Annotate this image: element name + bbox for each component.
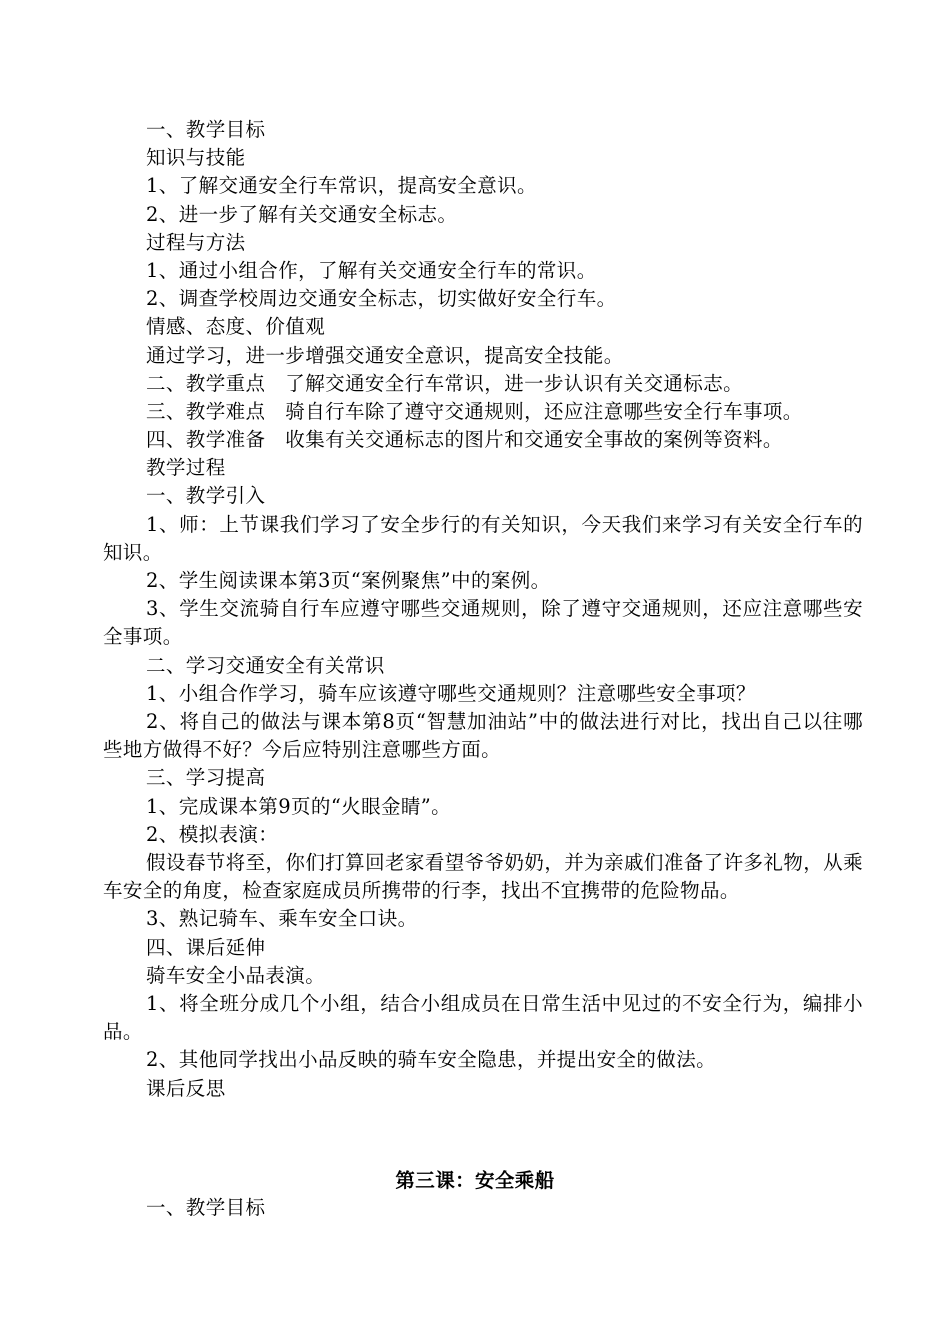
paragraph: 假设春节将至，你们打算回老家看望爷爷奶奶，并为亲戚们准备了许多礼物，从乘车安全的角度，检查家庭成员所携带的行李，找出不宜携带的危险物品。 (103, 850, 863, 903)
paragraph: 知识与技能 (146, 146, 246, 170)
paragraph: 骑车安全小品表演。 (146, 963, 326, 987)
paragraph: 二、教学重点 了解交通安全行车常识，进一步认识有关交通标志。 (146, 371, 744, 395)
paragraph: 三、学习提高 (146, 766, 266, 790)
paragraph: 2、调查学校周边交通安全标志，切实做好安全行车。 (146, 287, 617, 311)
paragraph: 三、教学难点 骑自行车除了遵守交通规则，还应注意哪些安全行车事项。 (146, 399, 803, 423)
paragraph: 2、进一步了解有关交通安全标志。 (146, 202, 458, 226)
lesson-body (103, 116, 863, 1103)
paragraph: 1、完成课本第9页的“火眼金睛”。 (146, 794, 452, 818)
paragraph: 四、教学准备 收集有关交通标志的图片和交通安全事故的案例等资料。 (146, 428, 783, 452)
paragraph: 过程与方法 (146, 230, 246, 254)
paragraph: 课后反思 (146, 1076, 226, 1100)
paragraph: 一、教学引入 (146, 484, 266, 508)
paragraph: 一、教学目标 (146, 1196, 266, 1219)
paragraph: 1、将全班分成几个小组，结合小组成员在日常生活中见过的不安全行为，编排小品。 (103, 991, 863, 1044)
paragraph: 2、学生阅读课本第3页“案例聚焦”中的案例。 (146, 569, 551, 593)
paragraph: 1、通过小组合作，了解有关交通安全行车的常识。 (146, 258, 597, 282)
paragraph: 通过学习，进一步增强交通安全意识，提高安全技能。 (146, 343, 624, 367)
paragraph: 四、课后延伸 (146, 935, 266, 959)
paragraph: 3、熟记骑车、乘车安全口诀。 (146, 907, 418, 931)
paragraph: 教学过程 (146, 456, 226, 480)
next-section-body (103, 1194, 863, 1222)
paragraph: 2、模拟表演： (146, 822, 279, 846)
paragraph: 3、学生交流骑自行车应遵守哪些交通规则，除了遵守交通规则，还应注意哪些安全事项。 (103, 597, 863, 649)
paragraph: 2、将自己的做法与课本第8页“智慧加油站”中的做法进行对比，找出自己以往哪些地方做得不好？今后应特别注意哪些方面。 (103, 710, 863, 762)
paragraph: 一、教学目标 (146, 118, 266, 141)
paragraph: 1、师：上节课我们学习了安全步行的有关知识，今天我们来学习有关安全行车的知识。 (103, 512, 863, 564)
paragraph: 1、了解交通安全行车常识，提高安全意识。 (146, 174, 537, 198)
paragraph: 情感、态度、价值观 (146, 315, 326, 339)
paragraph: 2、其他同学找出小品反映的骑车安全隐患，并提出安全的做法。 (146, 1048, 717, 1072)
paragraph: 二、学习交通安全有关常识 (146, 653, 385, 677)
paragraph: 1、小组合作学习，骑车应该遵守哪些交通规则？注意哪些安全事项？ (146, 681, 756, 705)
section-title: 第三课：安全乘船 (395, 1169, 555, 1192)
